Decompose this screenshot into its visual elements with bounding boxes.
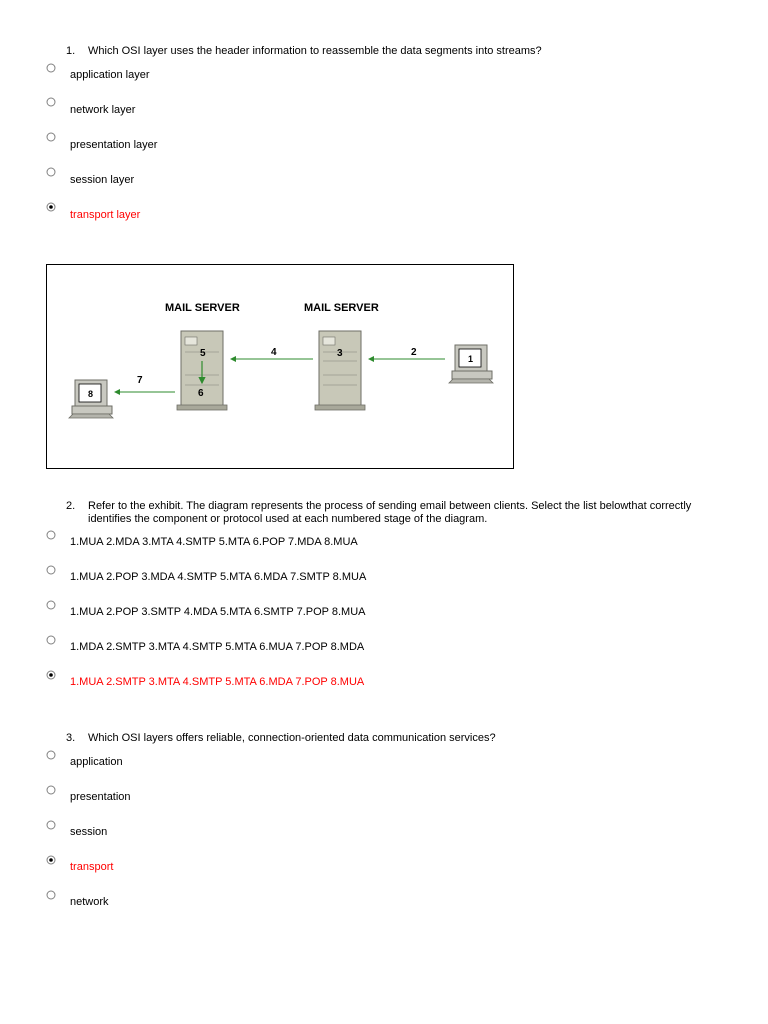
radio-q1-option-5-selected[interactable] xyxy=(46,202,56,212)
radio-q1-option-2[interactable] xyxy=(46,97,56,107)
stage-label-6: 6 xyxy=(198,388,204,399)
stage-label-1: 1 xyxy=(468,354,474,364)
option-label: network xyxy=(70,896,109,908)
option-label-selected: transport layer xyxy=(70,209,141,221)
client-computer-left xyxy=(69,380,113,418)
radio-q3-option-4-selected[interactable] xyxy=(46,855,56,865)
email-flow-diagram xyxy=(47,265,513,468)
radio-q2-option-1[interactable] xyxy=(46,530,56,540)
stage-label-8: 8 xyxy=(88,389,94,399)
stage-label-2: 2 xyxy=(411,347,417,358)
radio-q1-option-3[interactable] xyxy=(46,132,56,142)
stage-label-7: 7 xyxy=(137,375,143,386)
question-text: Refer to the exhibit. The diagram represents the process of sending email between clients. Select the list belowthat correctly identifies the component or protocol used at each numbered stage of the diagram. xyxy=(88,500,692,525)
mail-server-label-right: MAIL SERVER xyxy=(304,302,379,314)
client-computer-right xyxy=(449,345,493,383)
option-label: presentation layer xyxy=(70,139,158,151)
stage-label-3: 3 xyxy=(337,348,343,359)
radio-q1-option-1[interactable] xyxy=(46,63,56,73)
option-label: network layer xyxy=(70,104,136,116)
option-label: application layer xyxy=(70,69,150,81)
radio-q3-option-2[interactable] xyxy=(46,785,56,795)
radio-q3-option-1[interactable] xyxy=(46,750,56,760)
stage-label-5: 5 xyxy=(200,348,206,359)
exhibit-diagram xyxy=(46,264,514,469)
radio-q2-option-3[interactable] xyxy=(46,600,56,610)
option-label-selected: transport xyxy=(70,861,114,873)
question-number: 3. xyxy=(66,732,76,744)
option-label: application xyxy=(70,756,123,768)
mail-server-label-left: MAIL SERVER xyxy=(165,302,240,314)
option-label: session layer xyxy=(70,174,135,186)
option-label: session xyxy=(70,826,108,838)
question-number: 1. xyxy=(66,45,76,57)
option-label-selected: 1.MUA 2.SMTP 3.MTA 4.SMTP 5.MTA 6.MDA 7.POP 8.MUA xyxy=(70,676,365,688)
option-label: presentation xyxy=(70,791,131,803)
radio-q2-option-4[interactable] xyxy=(46,635,56,645)
radio-q3-option-5[interactable] xyxy=(46,890,56,900)
stage-label-4: 4 xyxy=(271,347,277,358)
radio-q2-option-2[interactable] xyxy=(46,565,56,575)
option-label: 1.MUA 2.MDA 3.MTA 4.SMTP 5.MTA 6.POP 7.MDA 8.MUA xyxy=(70,536,358,548)
radio-q1-option-4[interactable] xyxy=(46,167,56,177)
option-label: 1.MUA 2.POP 3.MDA 4.SMTP 5.MTA 6.MDA 7.SMTP 8.MUA xyxy=(70,571,367,583)
question-text: Which OSI layer uses the header information to reassemble the data segments into streams? xyxy=(88,45,542,57)
question-1 xyxy=(66,45,726,58)
radio-q3-option-3[interactable] xyxy=(46,820,56,830)
question-3 xyxy=(66,732,726,745)
question-2 xyxy=(66,500,726,526)
option-label: 1.MDA 2.SMTP 3.MTA 4.SMTP 5.MTA 6.MUA 7.POP 8.MDA xyxy=(70,641,365,653)
radio-q2-option-5-selected[interactable] xyxy=(46,670,56,680)
question-text: Which OSI layers offers reliable, connection-oriented data communication services? xyxy=(88,732,496,744)
server-tower-right xyxy=(315,331,365,410)
question-number: 2. xyxy=(66,500,76,512)
option-label: 1.MUA 2.POP 3.SMTP 4.MDA 5.MTA 6.SMTP 7.POP 8.MUA xyxy=(70,606,366,618)
